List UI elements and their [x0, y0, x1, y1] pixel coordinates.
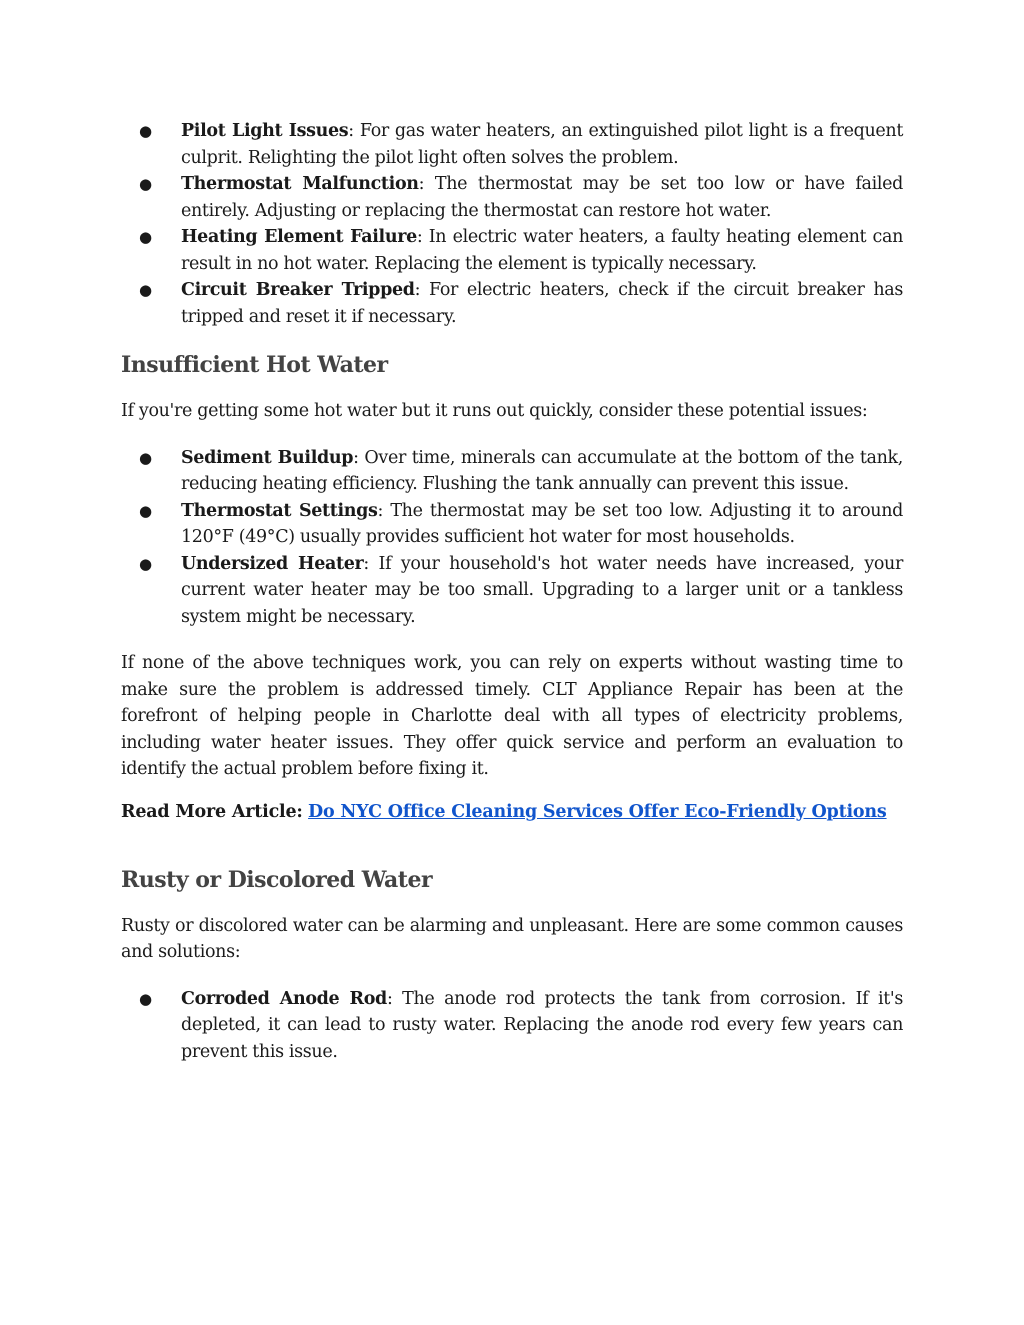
- list-item: [121, 171, 903, 224]
- list-item-text: : For electric heaters, check if the circuit breaker has tripped and reset it if necessary.: [181, 280, 903, 327]
- list-item-term: Thermostat Settings: [181, 500, 378, 521]
- section-heading-insufficient-hot-water: Insufficient Hot Water: [121, 352, 388, 378]
- bullet-icon: ●: [139, 448, 152, 467]
- list-item-text: : For gas water heaters, an extinguished pilot light is a frequent culprit. Relighting the pilot light often solves the problem.: [181, 121, 903, 168]
- list-item: [121, 224, 903, 277]
- list-item-term: Thermostat Malfunction: [181, 174, 419, 194]
- read-more-link[interactable]: Do NYC Office Cleaning Services Offer Eco-Friendly Options: [308, 801, 887, 822]
- list-item-term: Sediment Buildup: [181, 447, 354, 468]
- bullet-icon: ●: [139, 228, 152, 246]
- section-heading-rusty-water: Rusty or Discolored Water: [121, 866, 433, 893]
- list-item: [121, 498, 903, 551]
- bullet-icon: ●: [139, 501, 152, 520]
- intro-bullet-list: [121, 118, 903, 330]
- bullet-icon: ●: [139, 989, 152, 1008]
- read-more-label: Read More Article:: [121, 801, 303, 822]
- list-item: [121, 986, 903, 1066]
- list-item-term: Pilot Light Issues: [181, 121, 349, 141]
- list-item-text: : The thermostat may be set too low or have failed entirely. Adjusting or replacing the thermostat can restore hot water.: [181, 174, 903, 221]
- bullet-icon: ●: [139, 122, 152, 140]
- document-page: [121, 118, 903, 1065]
- list-item-text: : The thermostat may be set too low. Adjusting it to around 120°F (49°C) usually provides sufficient hot water for most households.: [181, 500, 903, 547]
- read-more-line: [121, 795, 903, 829]
- list-item: [121, 118, 903, 171]
- rusty-bullet-list: [121, 986, 903, 1066]
- list-item: [121, 551, 903, 631]
- list-item-term: Undersized Heater: [181, 553, 364, 574]
- list-item-term: Corroded Anode Rod: [181, 988, 387, 1009]
- bullet-icon: ●: [139, 281, 152, 299]
- list-item: [121, 445, 903, 498]
- list-item-term: Heating Element Failure: [181, 227, 417, 247]
- section-intro-paragraph: If you're getting some hot water but it runs out quickly, consider these potential issues:: [121, 401, 868, 421]
- list-item-text: : The anode rod protects the tank from corrosion. If it's depleted, it can lead to rusty water. Replacing the anode rod every few years can prevent this issue.: [181, 988, 903, 1062]
- insufficient-bullet-list: [121, 445, 903, 631]
- closing-paragraph: If none of the above techniques work, you can rely on experts without wasting time to make sure the problem is addressed timely. CLT Appliance Repair has been at the forefront of helping people in Charlotte deal with all types of electricity problems, including water heater issues. They offer quick service and perform an evaluation to identify the actual problem before fixing it.: [121, 653, 903, 779]
- list-item-text: : In electric water heaters, a faulty heating element can result in no hot water. Replacing the element is typically necessary.: [181, 227, 903, 274]
- list-item-term: Circuit Breaker Tripped: [181, 280, 415, 300]
- bullet-icon: ●: [139, 175, 152, 193]
- list-item: [121, 277, 903, 330]
- list-item-text: : Over time, minerals can accumulate at the bottom of the tank, reducing heating efficiency. Flushing the tank annually can prevent this issue.: [181, 447, 903, 494]
- section-intro-paragraph: Rusty or discolored water can be alarming and unpleasant. Here are some common causes and solutions:: [121, 915, 903, 962]
- bullet-icon: ●: [139, 554, 152, 573]
- list-item-text: : If your household's hot water needs have increased, your current water heater may be too small. Upgrading to a larger unit or a tankless system might be necessary.: [181, 553, 903, 627]
